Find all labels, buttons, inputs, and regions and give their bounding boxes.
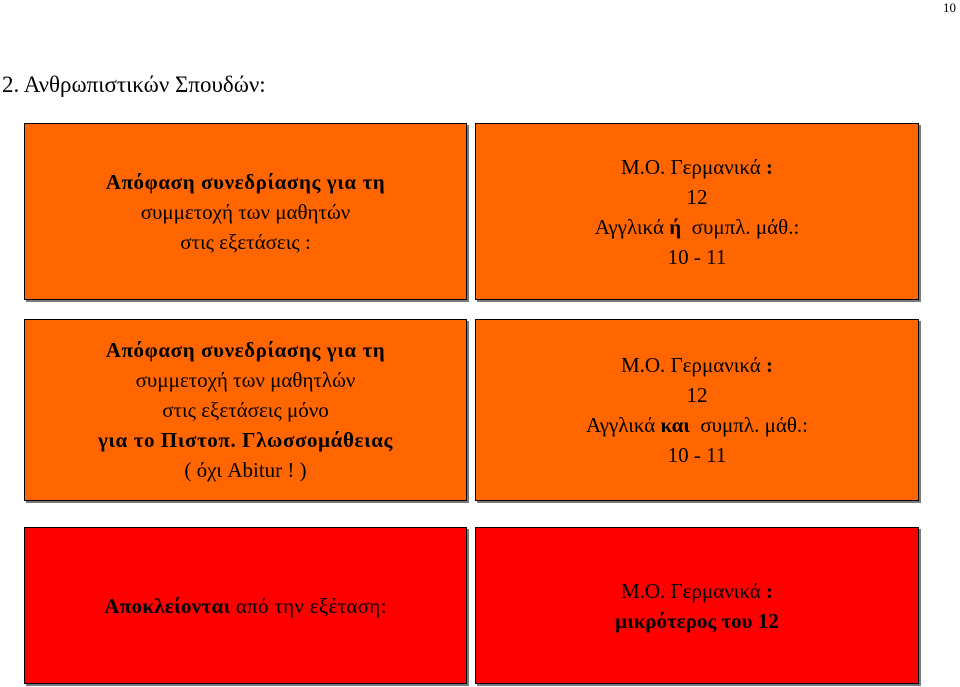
condition-2-line-2: συμμετοχή των μαθητλών xyxy=(135,368,356,392)
condition-2-line-4: για το Πιστοπ. Γλωσσομάθειας xyxy=(97,428,393,452)
requirement-box-1 xyxy=(475,123,919,300)
exclusion-requirement-line-1 xyxy=(621,576,773,606)
requirement-1-german-grade: 12 xyxy=(686,184,708,209)
condition-1-line-3: στις εξετάσεις : xyxy=(180,229,311,254)
requirement-2-colon: : xyxy=(766,353,774,377)
exclusion-colon: : xyxy=(766,578,774,603)
requirement-2-english-grade: 10 - 11 xyxy=(667,443,727,467)
condition-1-line-2: συμμετοχή των μαθητών xyxy=(140,199,351,224)
exclusion-keyword: Αποκλείονται xyxy=(104,593,231,618)
exclusion-requirement-box xyxy=(475,527,919,684)
requirement-2-german-grade: 12 xyxy=(686,383,708,407)
requirement-2-line-1 xyxy=(621,350,773,380)
requirement-2-line-3 xyxy=(586,410,808,440)
requirement-box-2 xyxy=(475,319,919,501)
requirement-1-english-grade: 10 - 11 xyxy=(667,244,727,269)
condition-box-1 xyxy=(24,123,467,300)
requirement-1-line-3 xyxy=(595,212,800,242)
condition-2-line-1: Απόφαση συνεδρίασης για τη xyxy=(105,338,386,362)
requirement-1-colon: : xyxy=(766,154,774,179)
requirement-2-connector: και xyxy=(660,413,690,437)
exclusion-german-label: Μ.Ο. Γερμανικά xyxy=(620,578,767,603)
section-heading: 2. Ανθρωπιστικών Σπουδών: xyxy=(2,72,266,97)
requirement-1-overall-label: συμπλ. μάθ.: xyxy=(681,214,800,239)
condition-2-line-5: ( όχι Abitur ! ) xyxy=(184,458,307,482)
condition-box-2 xyxy=(24,319,467,501)
requirement-1-line-1 xyxy=(621,152,773,182)
condition-1-line-1: Απόφαση συνεδρίασης για τη xyxy=(105,169,386,194)
requirement-2-english-label: Αγγλικά xyxy=(586,413,661,437)
requirement-1-english-label: Αγγλικά xyxy=(594,214,670,239)
requirement-2-overall-label: συμπλ. μάθ.: xyxy=(689,413,808,437)
exclusion-box xyxy=(24,527,467,684)
requirement-2-german-label: Μ.Ο. Γερμανικά xyxy=(620,353,767,377)
requirement-1-connector: ή xyxy=(669,214,682,239)
page-number: 10 xyxy=(943,0,956,15)
exclusion-text: από την εξέταση: xyxy=(230,593,387,618)
exclusion-line xyxy=(104,591,386,621)
exclusion-threshold: μικρότερος του 12 xyxy=(615,608,779,633)
condition-2-line-3: στις εξετάσεις μόνο xyxy=(162,398,329,422)
requirement-1-german-label: Μ.Ο. Γερμανικά xyxy=(620,154,767,179)
